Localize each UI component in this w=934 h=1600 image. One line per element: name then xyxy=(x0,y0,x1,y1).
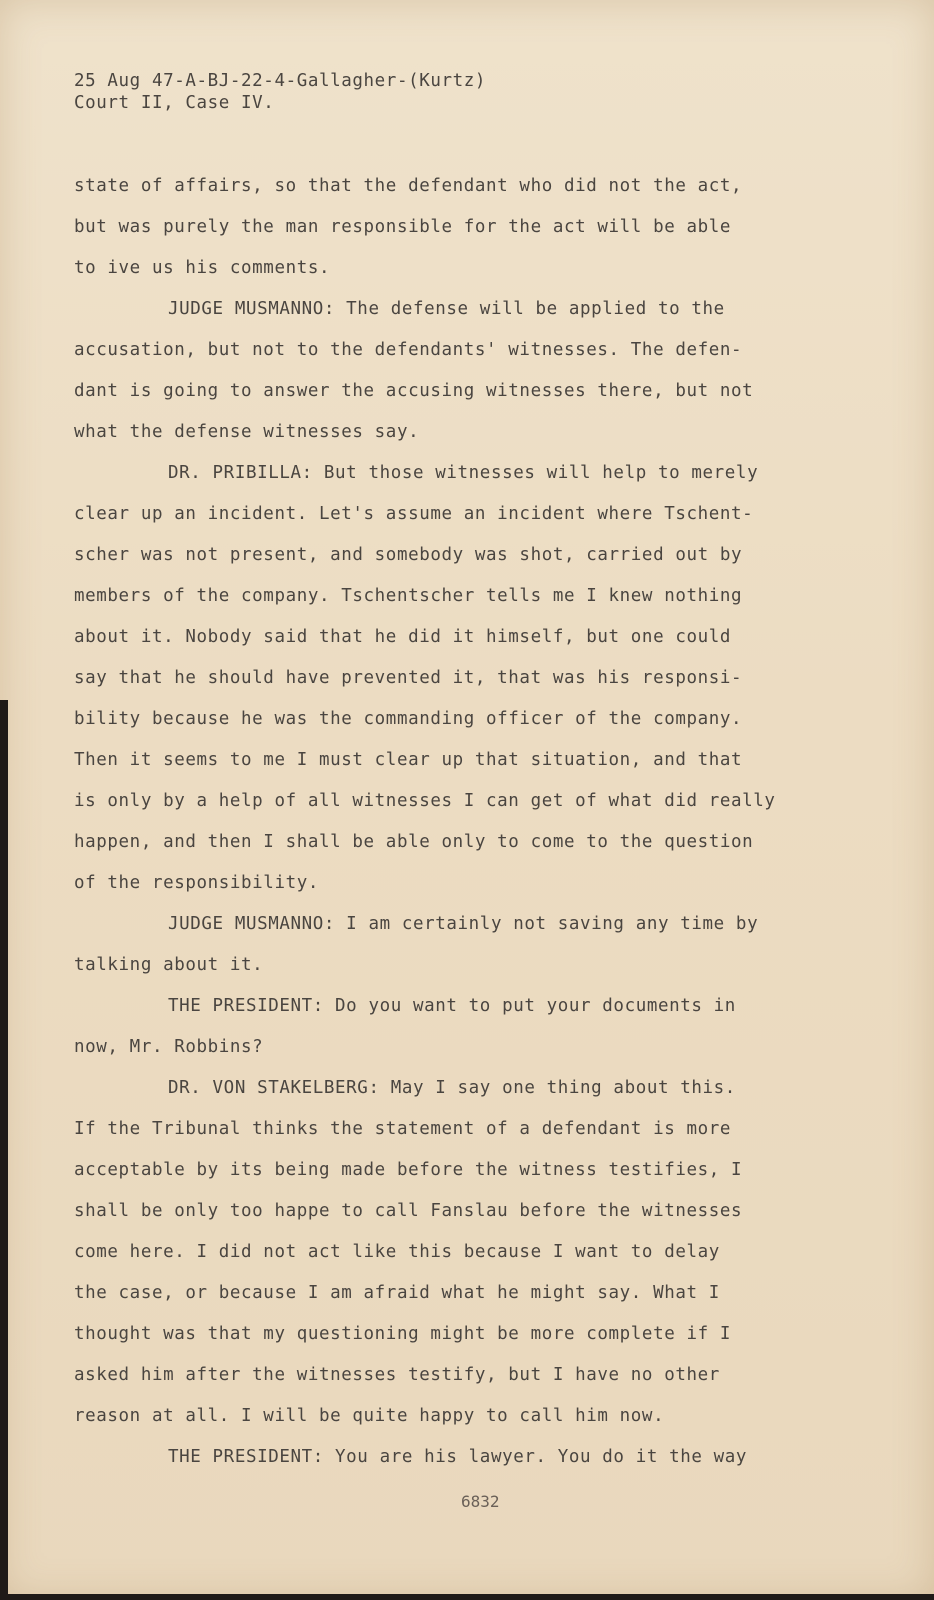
transcript-line: accusation, but not to the defendants' witnesses. The defen- xyxy=(74,340,743,360)
transcript-line: happen, and then I shall be able only to come to the question xyxy=(74,832,754,852)
header-line-court-case: Court II, Case IV. xyxy=(74,93,275,113)
transcript-line: bility because he was the commanding officer of the company. xyxy=(74,709,743,729)
transcript-line: reason at all. I will be quite happy to call him now. xyxy=(74,1406,665,1426)
transcript-line: to ive us his comments. xyxy=(74,258,331,278)
transcript-line: state of affairs, so that the defendant who did not the act, xyxy=(74,176,743,196)
transcript-line: say that he should have prevented it, that was his responsi- xyxy=(74,668,743,688)
transcript-line: now, Mr. Robbins? xyxy=(74,1037,264,1057)
transcript-line: asked him after the witnesses testify, but I have no other xyxy=(74,1365,720,1385)
transcript-line: scher was not present, and somebody was shot, carried out by xyxy=(74,545,743,565)
transcript-line: but was purely the man responsible for the act will be able xyxy=(74,217,732,237)
transcript-line: thought was that my questioning might be more complete if I xyxy=(74,1324,732,1344)
header-line-date-reference: 25 Aug 47-A-BJ-22-4-Gallagher-(Kurtz) xyxy=(74,71,487,91)
transcript-line: talking about it. xyxy=(74,955,264,975)
transcript-line: of the responsibility. xyxy=(74,873,319,893)
speaker-paragraph-start: DR. PRIBILLA: But those witnesses will help to merely xyxy=(168,463,759,483)
transcript-line: shall be only too happe to call Fanslau before the witnesses xyxy=(74,1201,743,1221)
transcript-line: come here. I did not act like this because I want to delay xyxy=(74,1242,720,1262)
page-number: 6832 xyxy=(461,1492,500,1511)
transcript-line: what the defense witnesses say. xyxy=(74,422,420,442)
speaker-paragraph-start: THE PRESIDENT: You are his lawyer. You do it the way xyxy=(168,1447,748,1467)
transcript-line: the case, or because I am afraid what he might say. What I xyxy=(74,1283,720,1303)
transcript-line: If the Tribunal thinks the statement of a defendant is more xyxy=(74,1119,732,1139)
speaker-paragraph-start: THE PRESIDENT: Do you want to put your documents in xyxy=(168,996,736,1016)
transcript-line: clear up an incident. Let's assume an incident where Tschent- xyxy=(74,504,754,524)
transcript-body xyxy=(74,166,776,1478)
scan-edge-bottom xyxy=(0,1594,934,1600)
transcript-line: members of the company. Tschentscher tells me I knew nothing xyxy=(74,586,743,606)
scan-edge-left xyxy=(0,700,8,1600)
transcript-line: about it. Nobody said that he did it himself, but one could xyxy=(74,627,732,647)
speaker-paragraph-start: DR. VON STAKELBERG: May I say one thing about this. xyxy=(168,1078,736,1098)
speaker-paragraph-start: JUDGE MUSMANNO: I am certainly not saving any time by xyxy=(168,914,759,934)
transcript-line: is only by a help of all witnesses I can get of what did really xyxy=(74,791,776,811)
transcript-line: Then it seems to me I must clear up that situation, and that xyxy=(74,750,743,770)
transcript-line: acceptable by its being made before the witness testifies, I xyxy=(74,1160,743,1180)
document-header xyxy=(74,70,486,114)
speaker-paragraph-start: JUDGE MUSMANNO: The defense will be applied to the xyxy=(168,299,725,319)
transcript-line: dant is going to answer the accusing witnesses there, but not xyxy=(74,381,754,401)
